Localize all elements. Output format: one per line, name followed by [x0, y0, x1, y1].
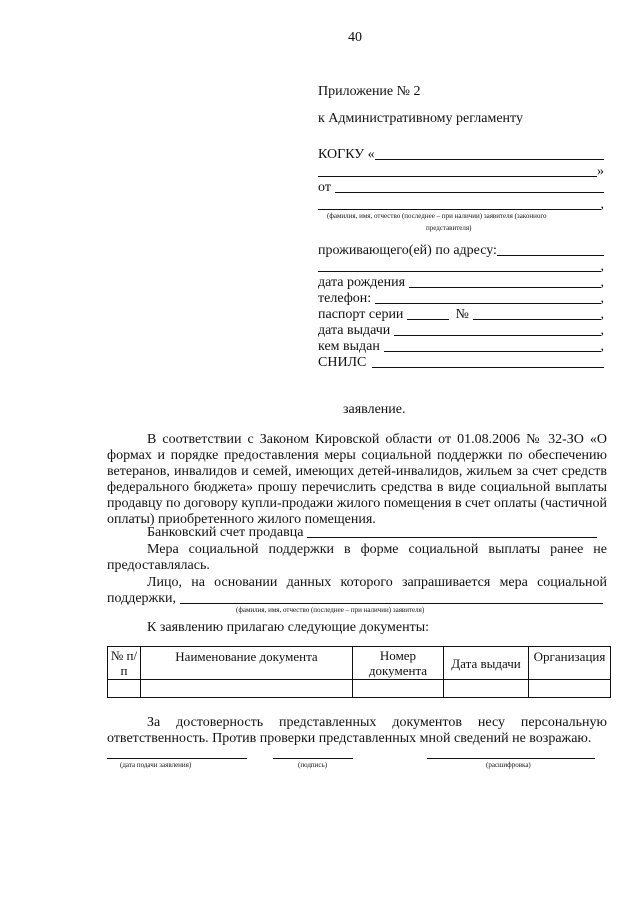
- passport-field: [318, 307, 604, 323]
- birth-date-field: [318, 275, 604, 291]
- signature-caption: (подпись): [298, 761, 328, 769]
- passport-number-input-line[interactable]: [473, 319, 601, 320]
- measure-note-text: Мера социальной поддержки в форме социальной выплаты ранее не предоставлялась.: [107, 542, 607, 573]
- table-header-row: [108, 647, 611, 680]
- table-row[interactable]: [108, 680, 611, 698]
- main-paragraph: [107, 432, 607, 528]
- header-cell-issue-date: Дата выдачи: [444, 647, 529, 680]
- issued-by-comma: ,: [600, 339, 604, 354]
- passport-series-label: паспорт серии: [318, 307, 404, 322]
- person-caption: (фамилия, имя, отчество (последнее – при наличии) заявителя): [236, 606, 425, 614]
- bank-account-label: Банковский счет продавца: [147, 525, 304, 540]
- applicant-caption-2: представителя): [426, 224, 472, 232]
- from-input-line[interactable]: [335, 192, 604, 193]
- table-cell[interactable]: [141, 680, 353, 698]
- phone-input-line[interactable]: [375, 303, 600, 304]
- kogku-field-cont: [318, 164, 604, 180]
- from-input-line-2[interactable]: [318, 209, 601, 210]
- passport-number-label: №: [455, 307, 469, 322]
- issue-date-field: [318, 323, 604, 339]
- issue-date-label: дата выдачи: [318, 323, 391, 338]
- date-caption: (дата подачи заявления): [120, 761, 192, 769]
- table-cell[interactable]: [444, 680, 529, 698]
- issued-by-field: [318, 339, 604, 355]
- address-label: проживающего(ей) по адресу:: [318, 243, 497, 258]
- kogku-label: КОГКУ «: [318, 147, 375, 162]
- snils-field: [318, 355, 604, 371]
- kogku-end: »: [597, 164, 604, 179]
- statement-title: заявление.: [343, 402, 406, 417]
- signature-line[interactable]: [273, 758, 353, 759]
- header-cell-organization: Организация: [529, 647, 611, 680]
- table-cell[interactable]: [529, 680, 611, 698]
- birth-date-comma: ,: [600, 275, 604, 290]
- snils-label: СНИЛС: [318, 355, 367, 370]
- person-line-1: Лицо, на основании данных которого запрашивается мера социальной: [147, 575, 607, 590]
- kogku-input-line[interactable]: [375, 159, 604, 160]
- address-input-line[interactable]: [497, 255, 604, 256]
- issue-date-comma: ,: [600, 323, 604, 338]
- person-input-line[interactable]: [180, 603, 603, 604]
- from-label: от: [318, 180, 331, 195]
- date-signature-line[interactable]: [107, 758, 247, 759]
- main-paragraph-text: В соответствии с Законом Кировской области от 01.08.2006 № 32-ЗО «О формах и порядке предоставления меры социальной поддержки по обеспечению ветеранов, инвалидов и семей, имеющих детей-инвалидов, жильем за счет средств федерального бюджета» прошу перечислить средства в виде социальной выплаты продавцу по договору купли-продажи жилого помещения в счет оплаты (частичной оплаты) приобретенного жилого помещения.: [107, 432, 607, 527]
- kogku-input-line-2[interactable]: [318, 176, 597, 177]
- phone-label: телефон:: [318, 291, 372, 306]
- responsibility-paragraph: [107, 715, 607, 747]
- person-line-2: поддержки,: [107, 591, 177, 606]
- table-cell[interactable]: [108, 680, 141, 698]
- address-input-line-2[interactable]: [318, 271, 601, 272]
- issue-date-input-line[interactable]: [394, 335, 600, 336]
- kogku-field: [318, 147, 604, 163]
- from-field-cont: [318, 197, 604, 213]
- phone-field: [318, 291, 604, 307]
- birth-date-label: дата рождения: [318, 275, 406, 290]
- transcript-line[interactable]: [427, 758, 595, 759]
- snils-input-line[interactable]: [372, 367, 604, 368]
- header-cell-name: Наименование документа: [141, 647, 353, 680]
- from-field: [318, 180, 604, 196]
- address-field-cont: [318, 259, 604, 275]
- page-number: 40: [348, 30, 362, 45]
- header-cell-number: № п/п: [108, 647, 141, 680]
- appendix-title: Приложение № 2: [318, 84, 421, 99]
- appendix-subtitle: к Административному регламенту: [318, 111, 523, 126]
- from-comma: ,: [600, 197, 604, 212]
- bank-account-field: [147, 525, 597, 541]
- responsibility-text: За достоверность представленных документов несу персональную ответственность. Против проверки представленных мной сведений не возражаю.: [107, 715, 607, 746]
- bank-account-input-line[interactable]: [307, 537, 597, 538]
- attach-label: К заявлению прилагаю следующие документы:: [147, 620, 430, 635]
- issued-by-label: кем выдан: [318, 339, 380, 354]
- issued-by-input-line[interactable]: [384, 351, 601, 352]
- birth-date-input-line[interactable]: [409, 287, 600, 288]
- address-field: [318, 243, 604, 259]
- person-field: [107, 591, 603, 607]
- applicant-caption: (фамилия, имя, отчество (последнее – при наличии) заявителя (законного: [327, 212, 547, 220]
- table-cell[interactable]: [353, 680, 444, 698]
- passport-series-input-line[interactable]: [407, 319, 449, 320]
- phone-comma: ,: [600, 291, 604, 306]
- header-cell-doc-number: Номер документа: [353, 647, 444, 680]
- measure-note: [107, 542, 607, 574]
- address-comma: ,: [600, 259, 604, 274]
- documents-table: [107, 646, 611, 698]
- passport-comma: ,: [600, 307, 604, 322]
- transcript-caption: (расшифровка): [486, 761, 531, 769]
